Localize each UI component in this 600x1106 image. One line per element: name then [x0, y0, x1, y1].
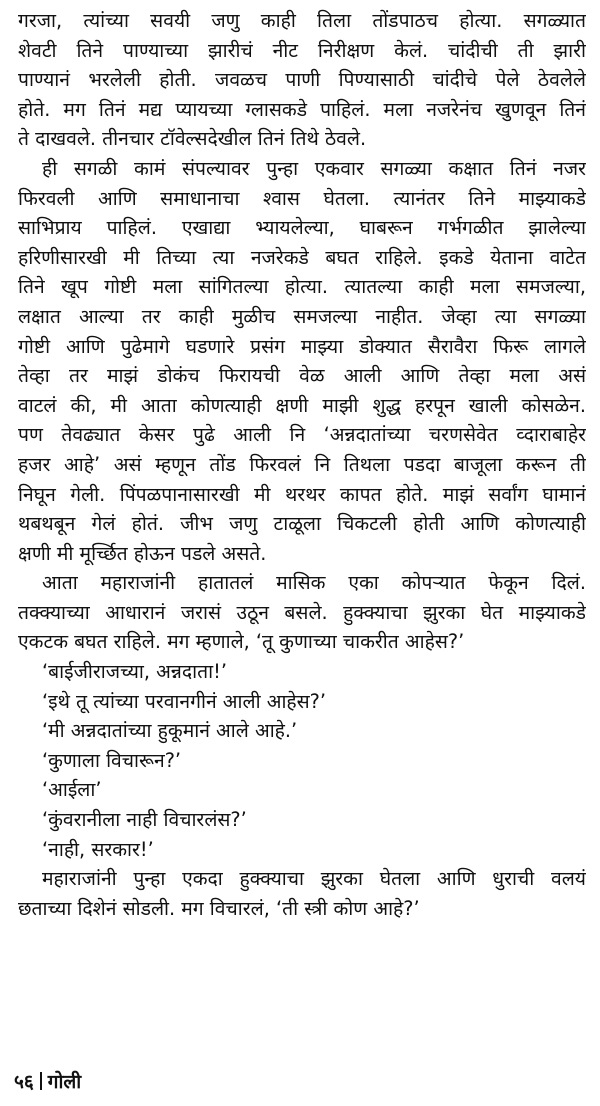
text-line: लक्षात आल्या तर काही मुळीच समजल्या नाहीत. जेव्हा त्या सगळ्या — [18, 304, 586, 328]
paragraph — [18, 568, 586, 657]
text-line: ‘मी अन्नदातांच्या हुकूमानं आले आहे.’ — [42, 719, 298, 743]
text-line: ही सगळी कामं संपल्यावर पुन्हा एकवार सगळ्या कक्षात तिनं नजर — [42, 156, 586, 180]
text-line: पाण्यानं भरलेली होती. जवळच पाणी पिण्यासाठी चांदीचे पेले ठेवलेले — [18, 68, 586, 92]
text-line: एकटक बघत राहिले. मग म्हणाले, ‘तू कुणाच्या चाकरीत आहेस?’ — [18, 630, 465, 654]
text-line: तेव्हा तर माझं डोकंच फिरायची वेळ आली आणि तेव्हा मला असं — [18, 364, 586, 388]
dialogue-line — [18, 805, 586, 835]
text-line: ‘कुणाला विचारून?’ — [42, 748, 182, 772]
dialogue-line — [18, 835, 586, 865]
text-line: ‘आईला’ — [42, 778, 102, 802]
text-line: ‘बाईजीराजच्या, अन्नदाता!’ — [42, 660, 227, 684]
text-line: थबथबून गेलं होतं. जीभ जणु टाळूला चिकटली होती आणि कोणत्याही — [18, 512, 586, 536]
text-line: फिरवली आणि समाधानाचा श्वास घेतला. त्यानंतर तिने माझ्याकडे — [18, 186, 586, 210]
page-footer — [14, 1068, 81, 1094]
text-line: साभिप्राय पाहिलं. एखाद्या भ्यायलेल्या, घाबरून गर्भगळीत झालेल्या — [18, 216, 586, 240]
text-line: महाराजांनी पुन्हा एकदा हुक्क्याचा झुरका घेतला आणि धुराची वलयं — [42, 867, 586, 891]
text-line: होते. मग तिनं मद्य प्यायच्या ग्लासकडे पाहिलं. मला नजरेनंच खुणवून तिनं — [18, 97, 586, 121]
paragraph — [18, 864, 586, 923]
text-line: हरिणीसारखी मी तिच्या त्या नजरेकडे बघत राहिले. इकडे येताना वाटेत — [18, 245, 586, 269]
text-line: वाटलं की, मी आता कोणत्याही क्षणी माझी शुद्ध हरपून खाली कोसळेन. — [18, 393, 586, 417]
text-line: शेवटी तिने पाण्याच्या झारीचं नीट निरीक्षण केलं. चांदीची ती झारी — [18, 38, 586, 62]
dialogue-line — [18, 775, 586, 805]
footer-separator — [40, 1072, 42, 1090]
page-number: ५६ — [14, 1071, 34, 1093]
text-line: गरजा, त्यांच्या सवयी जणु काही तिला तोंडपाठच होत्या. सगळ्यात — [18, 9, 586, 32]
text-line: पण तेवढ्यात केसर पुढे आली नि ‘अन्नदातांच्या चरणसेवेत व्दाराबाहेर — [18, 423, 586, 447]
text-line: तिने खूप गोष्टी मला सांगितल्या होत्या. त्यातल्या काही मला समजल्या, — [18, 275, 586, 299]
text-line: निघून गेली. पिंपळपानासारखी मी थरथर कापत होते. माझं सर्वांग घामानं — [18, 482, 586, 506]
dialogue-line — [18, 657, 586, 687]
text-line: तक्क्याच्या आधारानं जरासं उठून बसले. हुक्क्याचा झुरका घेत माझ्याकडे — [18, 600, 586, 624]
text-line: ते दाखवले. तीनचार टॉवेल्सदेखील तिनं तिथे ठेवले. — [18, 127, 367, 151]
dialogue-line — [18, 716, 586, 746]
text-line: हजर आहे’ असं म्हणून तोंड फिरवलं नि तिथला पडदा बाजूला करून ती — [18, 452, 586, 476]
page-body-text — [18, 6, 586, 923]
dialogue-line — [18, 746, 586, 776]
text-line: गोष्टी आणि पुढेमागे घडणारे प्रसंग माझ्या डोक्यात सैरावैरा फिरू लागले — [18, 334, 586, 358]
dialogue-line — [18, 687, 586, 717]
text-line: छताच्या दिशेनं सोडली. मग विचारलं, ‘ती स्त्री कोण आहे?’ — [18, 896, 420, 920]
paragraph — [18, 6, 586, 154]
text-line: ‘इथे तू त्यांच्या परवानगीनं आली आहेस?’ — [42, 689, 327, 713]
text-line: आता महाराजांनी हातातलं मासिक एका कोपऱ्यात फेकून दिलं. — [42, 571, 586, 595]
book-title: गोली — [47, 1071, 82, 1093]
text-line: ‘कुंवरानीला नाही विचारलंस?’ — [42, 808, 247, 832]
text-line: ‘नाही, सरकार!’ — [42, 837, 154, 861]
paragraph — [18, 154, 586, 568]
text-line: क्षणी मी मूर्च्छित होऊन पडले असते. — [18, 541, 267, 565]
